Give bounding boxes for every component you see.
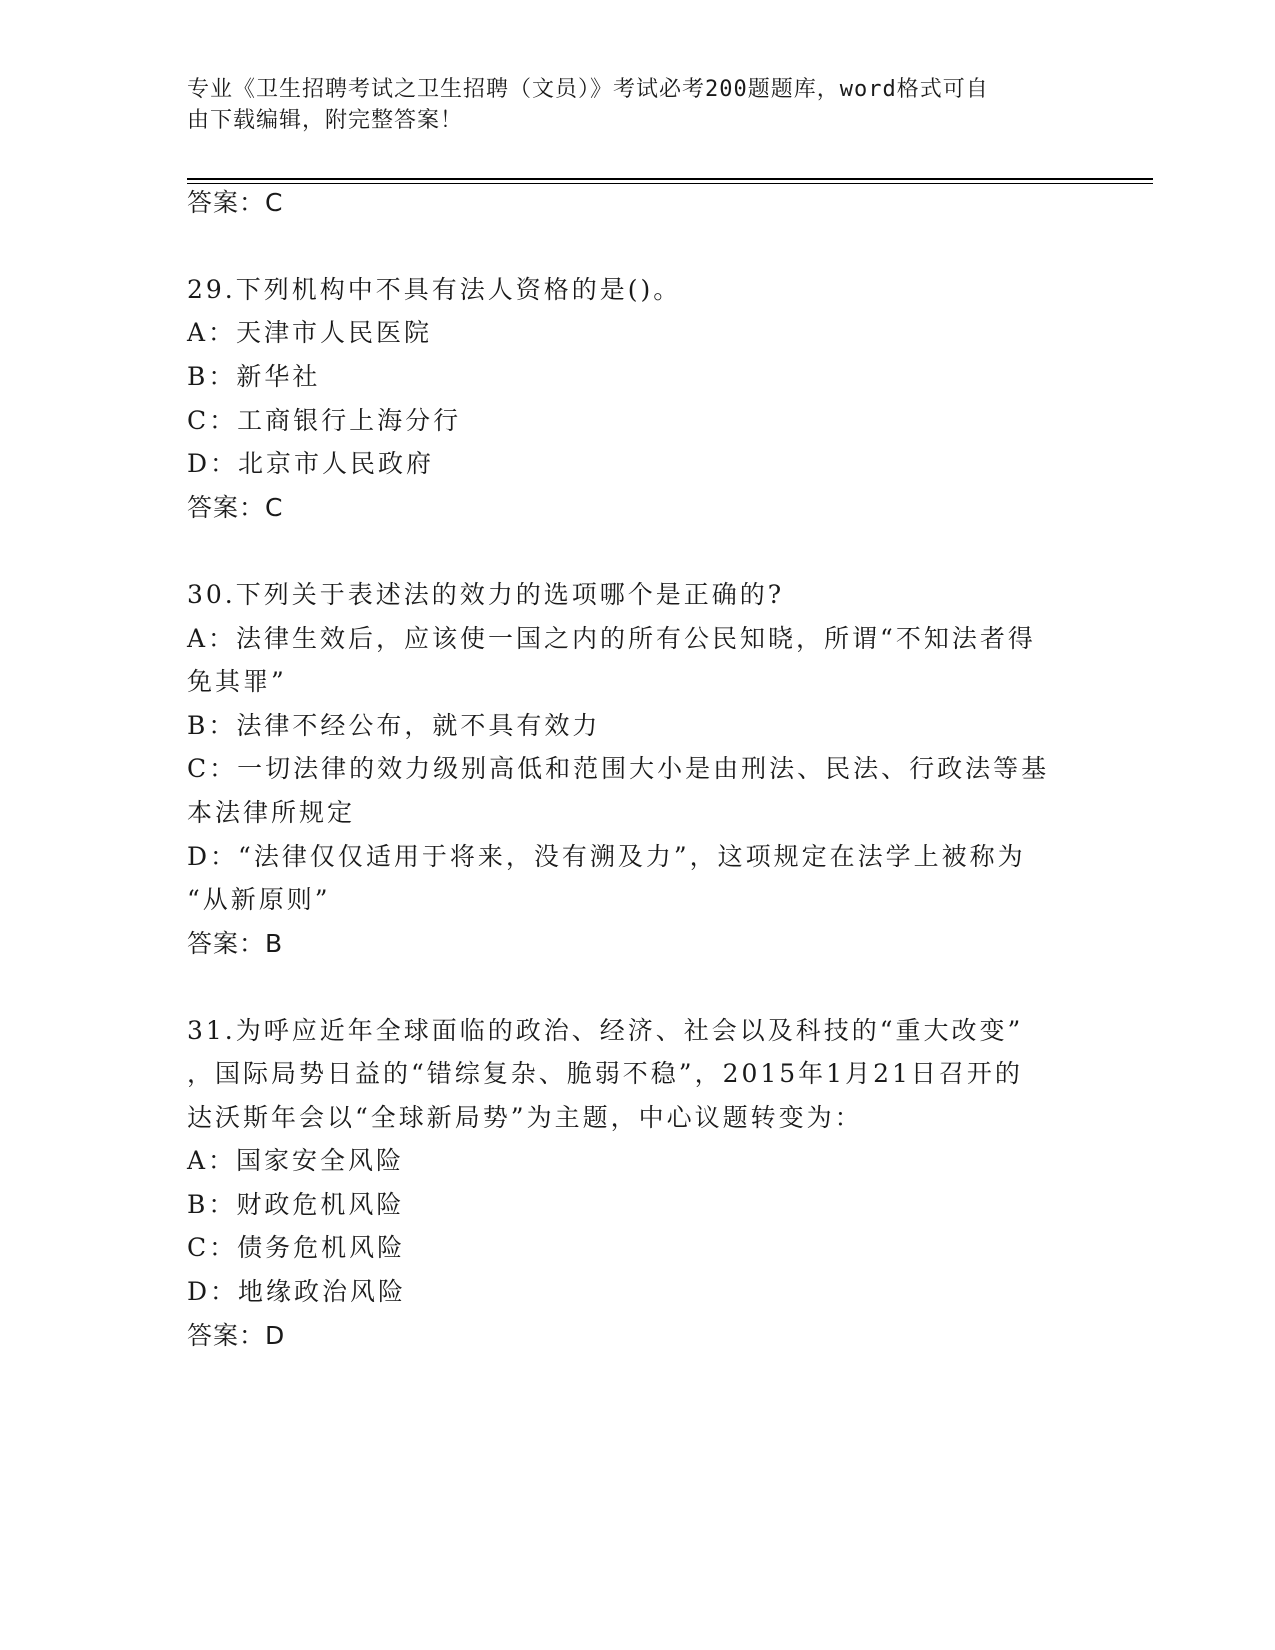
question-30-answer: 答案：B (187, 929, 284, 958)
question-31-stem-3: 达沃斯年会以“全球新局势”为主题，中心议题转变为： (187, 1103, 863, 1132)
header-divider-thin (187, 183, 1153, 184)
question-30-option-d-cont: “从新原则” (187, 885, 331, 914)
page-header (187, 74, 1067, 136)
question-29-option-a: A：天津市人民医院 (187, 318, 433, 347)
header-line-1: 专业《卫生招聘考试之卫生招聘（文员）》考试必考200题题库，word格式可自 (187, 77, 989, 102)
question-30-option-a-cont: 免其罪” (187, 667, 287, 696)
question-31-option-b: B：财政危机风险 (187, 1190, 405, 1219)
question-30-option-c: C：一切法律的效力级别高低和范围大小是由刑法、民法、行政法等基 (187, 754, 1050, 783)
question-29-option-c: C：工商银行上海分行 (187, 406, 462, 435)
question-31-option-a: A：国家安全风险 (187, 1146, 405, 1175)
question-30-option-c-cont: 本法律所规定 (187, 798, 356, 827)
previous-answer: 答案：C (187, 188, 284, 217)
question-29-option-b: B：新华社 (187, 362, 321, 391)
question-29-stem: 29.下列机构中不具有法人资格的是()。 (187, 275, 682, 304)
question-30-option-b: B：法律不经公布，就不具有效力 (187, 711, 601, 740)
question-30-stem: 30.下列关于表述法的效力的选项哪个是正确的? (187, 580, 785, 609)
question-31-option-d: D：地缘政治风险 (187, 1277, 407, 1306)
question-31-stem-2: ，国际局势日益的“错综复杂、脆弱不稳”，2015年1月21日召开的 (187, 1059, 1023, 1088)
header-line-2: 由下载编辑，附完整答案！ (187, 108, 464, 133)
header-divider-thick (187, 178, 1153, 180)
question-29-answer: 答案：C (187, 493, 284, 522)
question-30-option-a: A：法律生效后，应该使一国之内的所有公民知晓，所谓“不知法者得 (187, 624, 1036, 653)
question-31-answer: 答案：D (187, 1321, 286, 1350)
question-31-option-c: C：债务危机风险 (187, 1233, 406, 1262)
question-31-stem-1: 31.为呼应近年全球面临的政治、经济、社会以及科技的“重大改变” (187, 1016, 1024, 1045)
question-29-option-d: D：北京市人民政府 (187, 449, 435, 478)
question-30-option-d: D：“法律仅仅适用于将来，没有溯及力”，这项规定在法学上被称为 (187, 842, 1026, 871)
